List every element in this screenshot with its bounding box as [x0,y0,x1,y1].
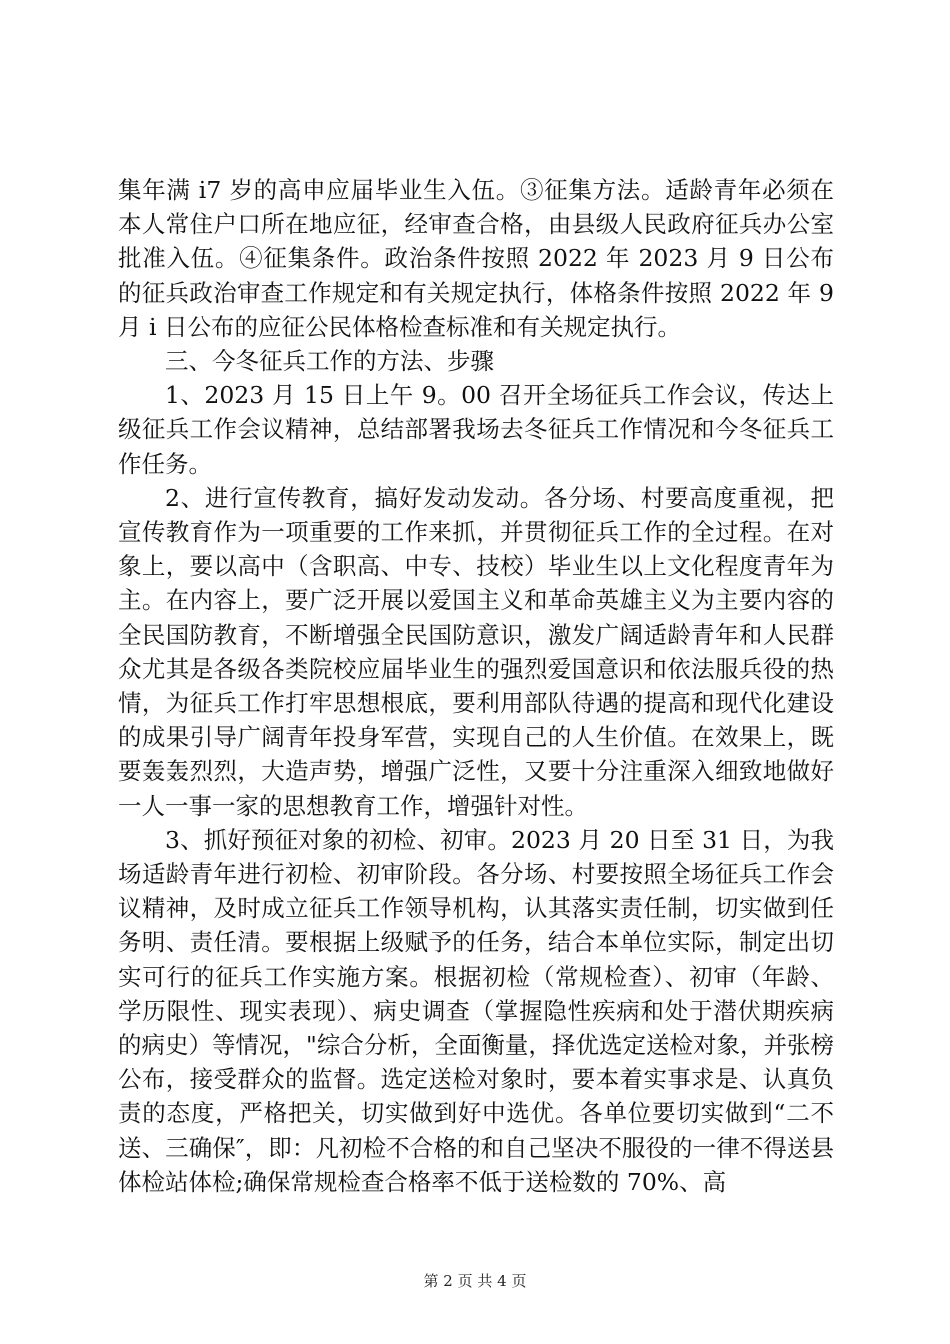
paragraph-step-2-publicity: 2、进行宣传教育，搞好发动发动。各分场、村要高度重视，把宣传教育作为一项重要的工作来抓，并贯彻征兵工作的全过程。在对象上，要以高中（含职高、中专、技校）毕业生以上文化程度青年为主。在内容上，要广泛开展以爱国主义和革命英雄主义为主要内容的全民国防教育，不断增强全民国防意识，激发广阔适龄青年和人民群众尤其是各级各类院校应届毕业生的强烈爱国意识和依法服兵役的热情，为征兵工作打牢思想根底，要利用部队待遇的提高和现代化建设的成果引导广阔青年投身军营，实现自己的人生价值。在效果上，既要轰轰烈烈，大造声势，增强广泛性，又要十分注重深入细致地做好一人一事一家的思想教育工作，增强针对性。 [118,483,834,820]
page-number-footer: 第 2 页 共 4 页 [423,1272,527,1290]
paragraph-step-3-preliminary-check: 3、抓好预征对象的初检、初审。2023 月 20 日至 31 日，为我场适龄青年进行初检、初审阶段。各分场、村要按照全场征兵工作会议精神，及时成立征兵工作领导机构，认其落实责任制，切实做到任务明、责任清。要根据上级赋予的任务，结合本单位实际，制定出切实可行的征兵工作实施方案。根据初检（常规检查）、初审（年龄、学历限性、现实表现）、病史调查（掌握隐性疾病和处于潜伏期疾病的病史）等情况，"综合分析，全面衡量，择优选定送检对象，并张榜公布，接受群众的监督。选定送检对象时，要本着实事求是、认真负责的态度，严格把关，切实做到好中选优。各单位要切实做到“二不送、三确保″，即：凡初检不合格的和自己坚决不服役的一律不得送县体检站体检;确保常规检查合格率不低于送检数的 70%、高 [118,825,834,1196]
paragraph-conscription-conditions: 集年满 i7 岁的高申应届毕业生入伍。③征集方法。适龄青年必须在本人常住户口所在地应征，经审查合格，由县级人民政府征兵办公室批准入伍。④征集条件。政治条件按照 2022 年 2023 月 9 日公布的征兵政治审查工作规定和有关规定执行，体格条件按照 2022 年 9 月 i 日公布的应征公民体格检查标准和有关规定执行。 [118,176,834,341]
document-body [118,173,834,1199]
section-heading-methods-steps: 三、今冬征兵工作的方法、步骤 [165,347,494,376]
paragraph-step-1-meeting: 1、2023 月 15 日上午 9。00 召开全场征兵工作会议，传达上级征兵工作会议精神，总结部署我场去冬征兵工作情况和今冬征兵工作任务。 [118,381,834,478]
